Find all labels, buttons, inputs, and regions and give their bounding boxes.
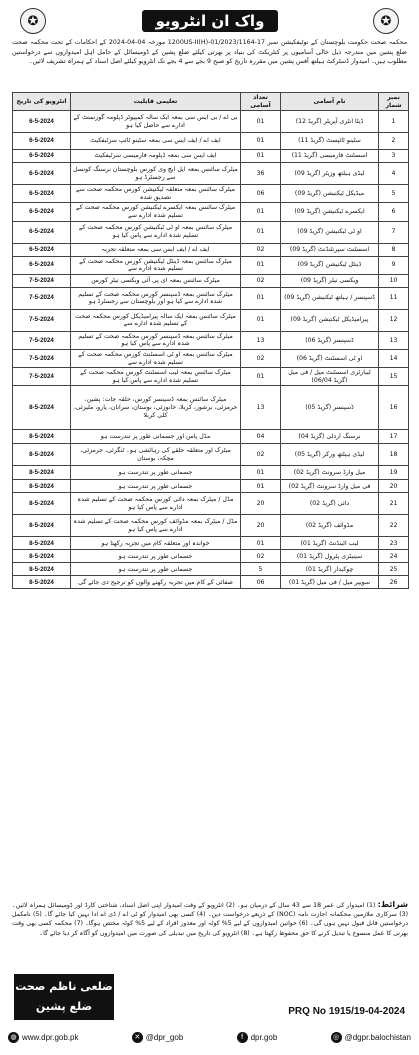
- jobs-table: [12, 92, 409, 589]
- cell-interview-date: 6-5-2024: [13, 163, 71, 185]
- table-row: [13, 133, 409, 150]
- cell-post: میڈیکل ٹیکنیشن (گریڈ 09): [281, 185, 379, 203]
- facebook-icon: f: [237, 1032, 248, 1043]
- cell-no: 6: [379, 203, 409, 221]
- col-header-interview-date: انٹرویو کی تاریخ: [13, 93, 71, 111]
- conditions-text: (1) امیدوار کی عمر 18 سے 43 سال کے درمیان ہو۔ (2) انٹرویو کے وقت امیدوار اپنی اصل اسناد، شناختی کارڈ اور ڈومیسائل ہمراہ لائیں۔ (3) سرکاری ملازمین محکمانہ اجازت نامہ (NOC) کے ذریعے درخواست دیں۔ (4) کسی بھی امیدوار کو ٹی اے / ڈی اے ادا نہیں کیا جائے گا۔ (5) نامکمل درخواستیں قابل قبول نہیں ہوں گی۔ (6) خواتین امیدواروں کے لیے 5% کوٹہ اور معذور افراد کے لیے 5% کوٹہ مختص ہوگا۔ (7) محکمہ کسی بھی وقت بھرتی کا عمل منسوخ یا تبدیل کرنے کا حق محفوظ رکھتا ہے۔ (8) انٹرویو کی تاریخ میں تبدیلی کی صورت میں امیدواروں کو آگاہ کر دیا جائے گا۔: [12, 902, 408, 937]
- cell-interview-date: 6-5-2024: [13, 111, 71, 133]
- cell-count: 01: [241, 309, 281, 331]
- cell-qualification: بی اے / بی ایس سی بمعہ ایک سالہ کمپیوٹر ڈپلومہ گورنمنٹ کے ادارے سے حاصل کیا ہو: [71, 111, 241, 133]
- table-header-row: [13, 93, 409, 111]
- cell-qualification: مڈل / میٹرک بمعہ دائی کورس محکمہ صحت کے تسلیم شدہ ادارے سے پاس کیا ہو: [71, 493, 241, 515]
- prq-number: PRQ No 1915/19-04-2024: [288, 1006, 405, 1017]
- cell-post: نرسنگ اردلی (گریڈ 04): [281, 430, 379, 444]
- cell-post: سویپر میل / فی میل (گریڈ 01): [281, 576, 379, 589]
- cell-post: لیڈی ہیلتھ وزیٹر (گریڈ 09): [281, 163, 379, 185]
- cell-no: 5: [379, 185, 409, 203]
- facebook-link[interactable]: [237, 1032, 278, 1043]
- cell-no: 25: [379, 563, 409, 576]
- table-row: [13, 185, 409, 203]
- cell-qualification: مڈل / میٹرک بمعہ مڈوائف کورس محکمہ صحت کے تسلیم شدہ ادارے سے پاس کیا ہو: [71, 515, 241, 537]
- table-row: [13, 493, 409, 515]
- cell-post: مڈوائف (گریڈ 02): [281, 515, 379, 537]
- cell-no: 13: [379, 331, 409, 349]
- cell-interview-date: 6-5-2024: [13, 203, 71, 221]
- cell-qualification: میٹرک سائنس بمعہ ڈسپنسر کورس محکمہ صحت کے تسلیم شدہ ادارے سے کیا ہو اور بلوچستان سے رجسٹرڈ ہو: [71, 287, 241, 309]
- cell-count: 01: [241, 203, 281, 221]
- cell-qualification: جسمانی طور پر تندرست ہو: [71, 550, 241, 563]
- table-row: [13, 368, 409, 386]
- instagram-handle: @dgpr.balochistan: [344, 1032, 411, 1042]
- table-row: [13, 287, 409, 309]
- cell-no: 7: [379, 221, 409, 243]
- table-row: [13, 221, 409, 243]
- table-row: [13, 444, 409, 466]
- cell-no: 20: [379, 480, 409, 493]
- cell-post: ڈسپنسر / ہیلتھ ٹیکنیشن (گریڈ 09): [281, 287, 379, 309]
- cell-qualification: میٹرک سائنس بمعہ او ٹی اسسٹنٹ کورس محکمہ صحت کے تسلیم شدہ ادارے سے: [71, 349, 241, 367]
- cell-no: 17: [379, 430, 409, 444]
- cell-count: 01: [241, 133, 281, 150]
- table-row: [13, 331, 409, 349]
- cell-no: 9: [379, 256, 409, 274]
- cell-count: 13: [241, 386, 281, 430]
- table-row: [13, 563, 409, 576]
- cell-no: 26: [379, 576, 409, 589]
- cell-interview-date: 6-5-2024: [13, 133, 71, 150]
- table-row: [13, 111, 409, 133]
- cell-interview-date: 6-5-2024: [13, 221, 71, 243]
- table-row: [13, 150, 409, 163]
- website-link[interactable]: [8, 1032, 78, 1043]
- cell-post: او ٹی اسسٹنٹ (گریڈ 06): [281, 349, 379, 367]
- cell-post: ڈسپنسر (گریڈ 05): [281, 386, 379, 430]
- cell-qualification: میٹرک سائنس بمعہ ایکسرے ٹیکنیشن کورس محکمہ صحت کے تسلیم شدہ ادارے سے: [71, 203, 241, 221]
- table-row: [13, 256, 409, 274]
- cell-count: 01: [241, 111, 281, 133]
- government-seal-icon: ✪: [380, 13, 392, 29]
- header: [14, 8, 405, 38]
- cell-count: 02: [241, 349, 281, 367]
- table-row: [13, 537, 409, 550]
- government-seal-icon: ✪: [27, 13, 39, 29]
- right-logo: [373, 8, 399, 34]
- col-header-post: نام آسامی: [281, 93, 379, 111]
- cell-no: 8: [379, 243, 409, 256]
- cell-no: 14: [379, 349, 409, 367]
- cell-qualification: جسمانی طور پر تندرست ہو: [71, 563, 241, 576]
- cell-count: 02: [241, 243, 281, 256]
- cell-post: لیب اٹینڈنٹ (گریڈ 01): [281, 537, 379, 550]
- cell-qualification: ایف ایس سی بمعہ ڈپلومہ فارمیسی سرٹیفکیٹ: [71, 150, 241, 163]
- cell-post: دائی (گریڈ 02): [281, 493, 379, 515]
- table-row: [13, 466, 409, 480]
- cell-post: او ٹی ٹیکنیشن (گریڈ 09): [281, 221, 379, 243]
- cell-qualification: میٹرک سائنس بمعہ ڈسپنسر کورس محکمہ صحت کے تسلیم شدہ ادارے سے پاس کیا ہو: [71, 331, 241, 349]
- cell-qualification: میٹرک سائنس بمعہ متعلقہ ٹیکنیشن کورس محکمہ صحت سے تصدیق شدہ: [71, 185, 241, 203]
- twitter-handle: @dpr_gob: [145, 1032, 184, 1042]
- cell-qualification: ایف اے / ایف ایس سی بمعہ سٹینو ٹائپ سرٹیفکیٹ: [71, 133, 241, 150]
- cell-count: 20: [241, 493, 281, 515]
- cell-interview-date: 8-5-2024: [13, 466, 71, 480]
- cell-interview-date: 8-5-2024: [13, 537, 71, 550]
- cell-interview-date: 7-5-2024: [13, 287, 71, 309]
- cell-count: 01: [241, 480, 281, 493]
- cell-count: 01: [241, 368, 281, 386]
- twitter-link[interactable]: [132, 1032, 183, 1043]
- cell-no: 1: [379, 111, 409, 133]
- table-body: [13, 111, 409, 589]
- conditions-section: [12, 900, 408, 938]
- cell-qualification: ایف اے / ایف ایس سی بمعہ متعلقہ تجربہ: [71, 243, 241, 256]
- cell-interview-date: 8-5-2024: [13, 550, 71, 563]
- cell-no: 16: [379, 386, 409, 430]
- facebook-handle: dpr.gob: [250, 1032, 278, 1042]
- table-row: [13, 550, 409, 563]
- cell-no: 10: [379, 274, 409, 287]
- cell-qualification: میٹرک اور متعلقہ حلقے کی رہائشی ہو۔ ٹنگرئی، حرمزئی، مچکہ، بوستان: [71, 444, 241, 466]
- cell-count: 01: [241, 537, 281, 550]
- cell-qualification: جسمانی طور پر تندرست ہو: [71, 480, 241, 493]
- cell-interview-date: 7-5-2024: [13, 331, 71, 349]
- twitter-icon: ✕: [132, 1032, 143, 1043]
- cell-qualification: میٹرک سائنس بمعہ ایک سالہ پیرامیڈیکل کورس محکمہ صحت کے تسلیم شدہ ادارے سے: [71, 309, 241, 331]
- table-row: [13, 386, 409, 430]
- cell-no: 22: [379, 515, 409, 537]
- cell-count: 20: [241, 515, 281, 537]
- table-row: [13, 274, 409, 287]
- issuer-district: ضلع پشین: [35, 1000, 93, 1013]
- cell-post: ویکسی نیٹر (گریڈ 09): [281, 274, 379, 287]
- cell-count: 02: [241, 550, 281, 563]
- table-row: [13, 515, 409, 537]
- banner-title: واک ان انٹرویو: [142, 10, 278, 32]
- cell-qualification: میٹرک سائنس بمعہ ایل ایچ وی کورس بلوچستان نرسنگ کونسل سے رجسٹرڈ ہو: [71, 163, 241, 185]
- cell-qualification: مڈل پاس اور جسمانی طور پر تندرست ہو: [71, 430, 241, 444]
- cell-post: پیرامیڈیکل ٹیکنیشن (گریڈ 09): [281, 309, 379, 331]
- cell-interview-date: 8-5-2024: [13, 576, 71, 589]
- cell-count: 06: [241, 185, 281, 203]
- cell-interview-date: 7-5-2024: [13, 368, 71, 386]
- cell-qualification: میٹرک سائنس بمعہ ای پی آئی ویکسی نیٹر کورس: [71, 274, 241, 287]
- cell-qualification: صفائی کے کام میں تجربہ رکھنے والوں کو ترجیح دی جائے گی: [71, 576, 241, 589]
- cell-interview-date: 8-5-2024: [13, 444, 71, 466]
- cell-no: 23: [379, 537, 409, 550]
- cell-post: ایکسرے ٹیکنیشن (گریڈ 09): [281, 203, 379, 221]
- cell-qualification: میٹرک سائنس بمعہ ڈینٹل ٹیکنیشن کورس محکمہ صحت کے تسلیم شدہ ادارے سے: [71, 256, 241, 274]
- cell-count: 04: [241, 430, 281, 444]
- cell-post: سٹینو ٹائپسٹ (گریڈ 11): [281, 133, 379, 150]
- table-row: [13, 309, 409, 331]
- cell-interview-date: 8-5-2024: [13, 386, 71, 430]
- left-logo: [20, 8, 46, 34]
- cell-interview-date: 7-5-2024: [13, 274, 71, 287]
- table-row: [13, 243, 409, 256]
- table-row: [13, 576, 409, 589]
- globe-icon: ◍: [8, 1032, 19, 1043]
- cell-post: سینیٹری پٹرول (گریڈ 01): [281, 550, 379, 563]
- cell-no: 24: [379, 550, 409, 563]
- cell-qualification: میٹرک سائنس بمعہ ڈسپنسر کورس، حلقہ جات: پشین، حرمزئی، برشور، کربلا، خانوزئی، بوستان، سرانان، یارو، ملیزئی، کلی کربلا: [71, 386, 241, 430]
- cell-count: 5: [241, 563, 281, 576]
- col-header-qualification: تعلیمی قابلیت: [71, 93, 241, 111]
- cell-interview-date: 8-5-2024: [13, 430, 71, 444]
- cell-qualification: میٹرک سائنس بمعہ او ٹی ٹیکنیشن کورس محکمہ صحت کے تسلیم شدہ ادارے سے پاس کیا ہو: [71, 221, 241, 243]
- cell-no: 18: [379, 444, 409, 466]
- cell-interview-date: 6-5-2024: [13, 185, 71, 203]
- table-row: [13, 203, 409, 221]
- cell-interview-date: 7-5-2024: [13, 309, 71, 331]
- issuer-stamp: [14, 974, 114, 1020]
- cell-qualification: میٹرک سائنس بمعہ لیب اسسٹنٹ کورس محکمہ صحت کے تسلیم شدہ ادارے سے پاس کیا ہو: [71, 368, 241, 386]
- cell-no: 19: [379, 466, 409, 480]
- cell-no: 15: [379, 368, 409, 386]
- cell-count: 01: [241, 287, 281, 309]
- table-row: [13, 349, 409, 367]
- cell-count: 36: [241, 163, 281, 185]
- cell-no: 4: [379, 163, 409, 185]
- cell-count: 02: [241, 444, 281, 466]
- cell-post: لیڈی ہیلتھ ورکر (گریڈ 05): [281, 444, 379, 466]
- cell-no: 3: [379, 150, 409, 163]
- instagram-link[interactable]: [331, 1032, 411, 1043]
- cell-count: 02: [241, 274, 281, 287]
- cell-post: فی میل وارڈ سرونٹ (گریڈ 02): [281, 480, 379, 493]
- cell-qualification: جسمانی طور پر تندرست ہو: [71, 466, 241, 480]
- cell-no: 21: [379, 493, 409, 515]
- cell-count: 01: [241, 466, 281, 480]
- cell-no: 11: [379, 287, 409, 309]
- cell-post: اسسٹنٹ فارمیسی (گریڈ 11): [281, 150, 379, 163]
- cell-interview-date: 8-5-2024: [13, 480, 71, 493]
- cell-count: 06: [241, 576, 281, 589]
- issuer-title: ضلعی ناظم صحت: [15, 980, 113, 993]
- cell-interview-date: 8-5-2024: [13, 563, 71, 576]
- cell-no: 12: [379, 309, 409, 331]
- cell-count: 01: [241, 221, 281, 243]
- cell-count: 01: [241, 150, 281, 163]
- table-row: [13, 163, 409, 185]
- website-text: www.dpr.gob.pk: [22, 1032, 79, 1042]
- cell-qualification: خواندہ اور متعلقہ کام میں تجربہ رکھتا ہو: [71, 537, 241, 550]
- cell-post: ڈینٹل ٹیکنیشن (گریڈ 09): [281, 256, 379, 274]
- table-row: [13, 480, 409, 493]
- cell-post: میل وارڈ سرونٹ (گریڈ 02): [281, 466, 379, 480]
- cell-post: ڈسپنسر (گریڈ 06): [281, 331, 379, 349]
- cell-interview-date: 6-5-2024: [13, 256, 71, 274]
- cell-no: 2: [379, 133, 409, 150]
- instagram-icon: ◎: [331, 1032, 342, 1043]
- cell-interview-date: 6-5-2024: [13, 243, 71, 256]
- cell-interview-date: 6-5-2024: [13, 150, 71, 163]
- cell-count: 01: [241, 256, 281, 274]
- conditions-heading: شرائط:: [377, 900, 409, 909]
- cell-interview-date: 8-5-2024: [13, 493, 71, 515]
- cell-count: 13: [241, 331, 281, 349]
- table-row: [13, 430, 409, 444]
- cell-post: لیبارٹری اسسٹنٹ میل / فی میل (گریڈ 06/04): [281, 368, 379, 386]
- cell-interview-date: 8-5-2024: [13, 515, 71, 537]
- footer-bar: [8, 1027, 411, 1047]
- col-header-count: تعداد آسامی: [241, 93, 281, 111]
- cell-post: اسسٹنٹ سپرنٹنڈنٹ (گریڈ 09): [281, 243, 379, 256]
- cell-post: ڈیٹا انٹری آپریٹر (گریڈ 12): [281, 111, 379, 133]
- cell-interview-date: 7-5-2024: [13, 349, 71, 367]
- intro-paragraph: محکمہ صحت حکومت بلوچستان کے نوٹیفکیشن نمبر 17-01/2023/1164-1200US-II(H) مورخہ 04-04-2024 کے احکامات کے تحت محکمہ صحت ضلع پشین میں مندرجہ ذیل خالی آسامیوں پر کنٹریکٹ کی بنیاد پر بھرتی کیلئے ضلع پشین کے ڈومیسائل کے حامل اہل امیدواروں سے درخواستیں مطلوب ہیں۔ امیدوار ڈسٹرکٹ ہیلتھ آفس پشین میں مقررہ تاریخ کو صبح 9 بجے سے 4 بجے تک انٹرویو کیلئے اصل اسناد کے ہمراہ تشریف لائیں۔: [12, 39, 407, 66]
- col-header-no: نمبر شمار: [379, 93, 409, 111]
- cell-post: چوکیدار (گریڈ 01): [281, 563, 379, 576]
